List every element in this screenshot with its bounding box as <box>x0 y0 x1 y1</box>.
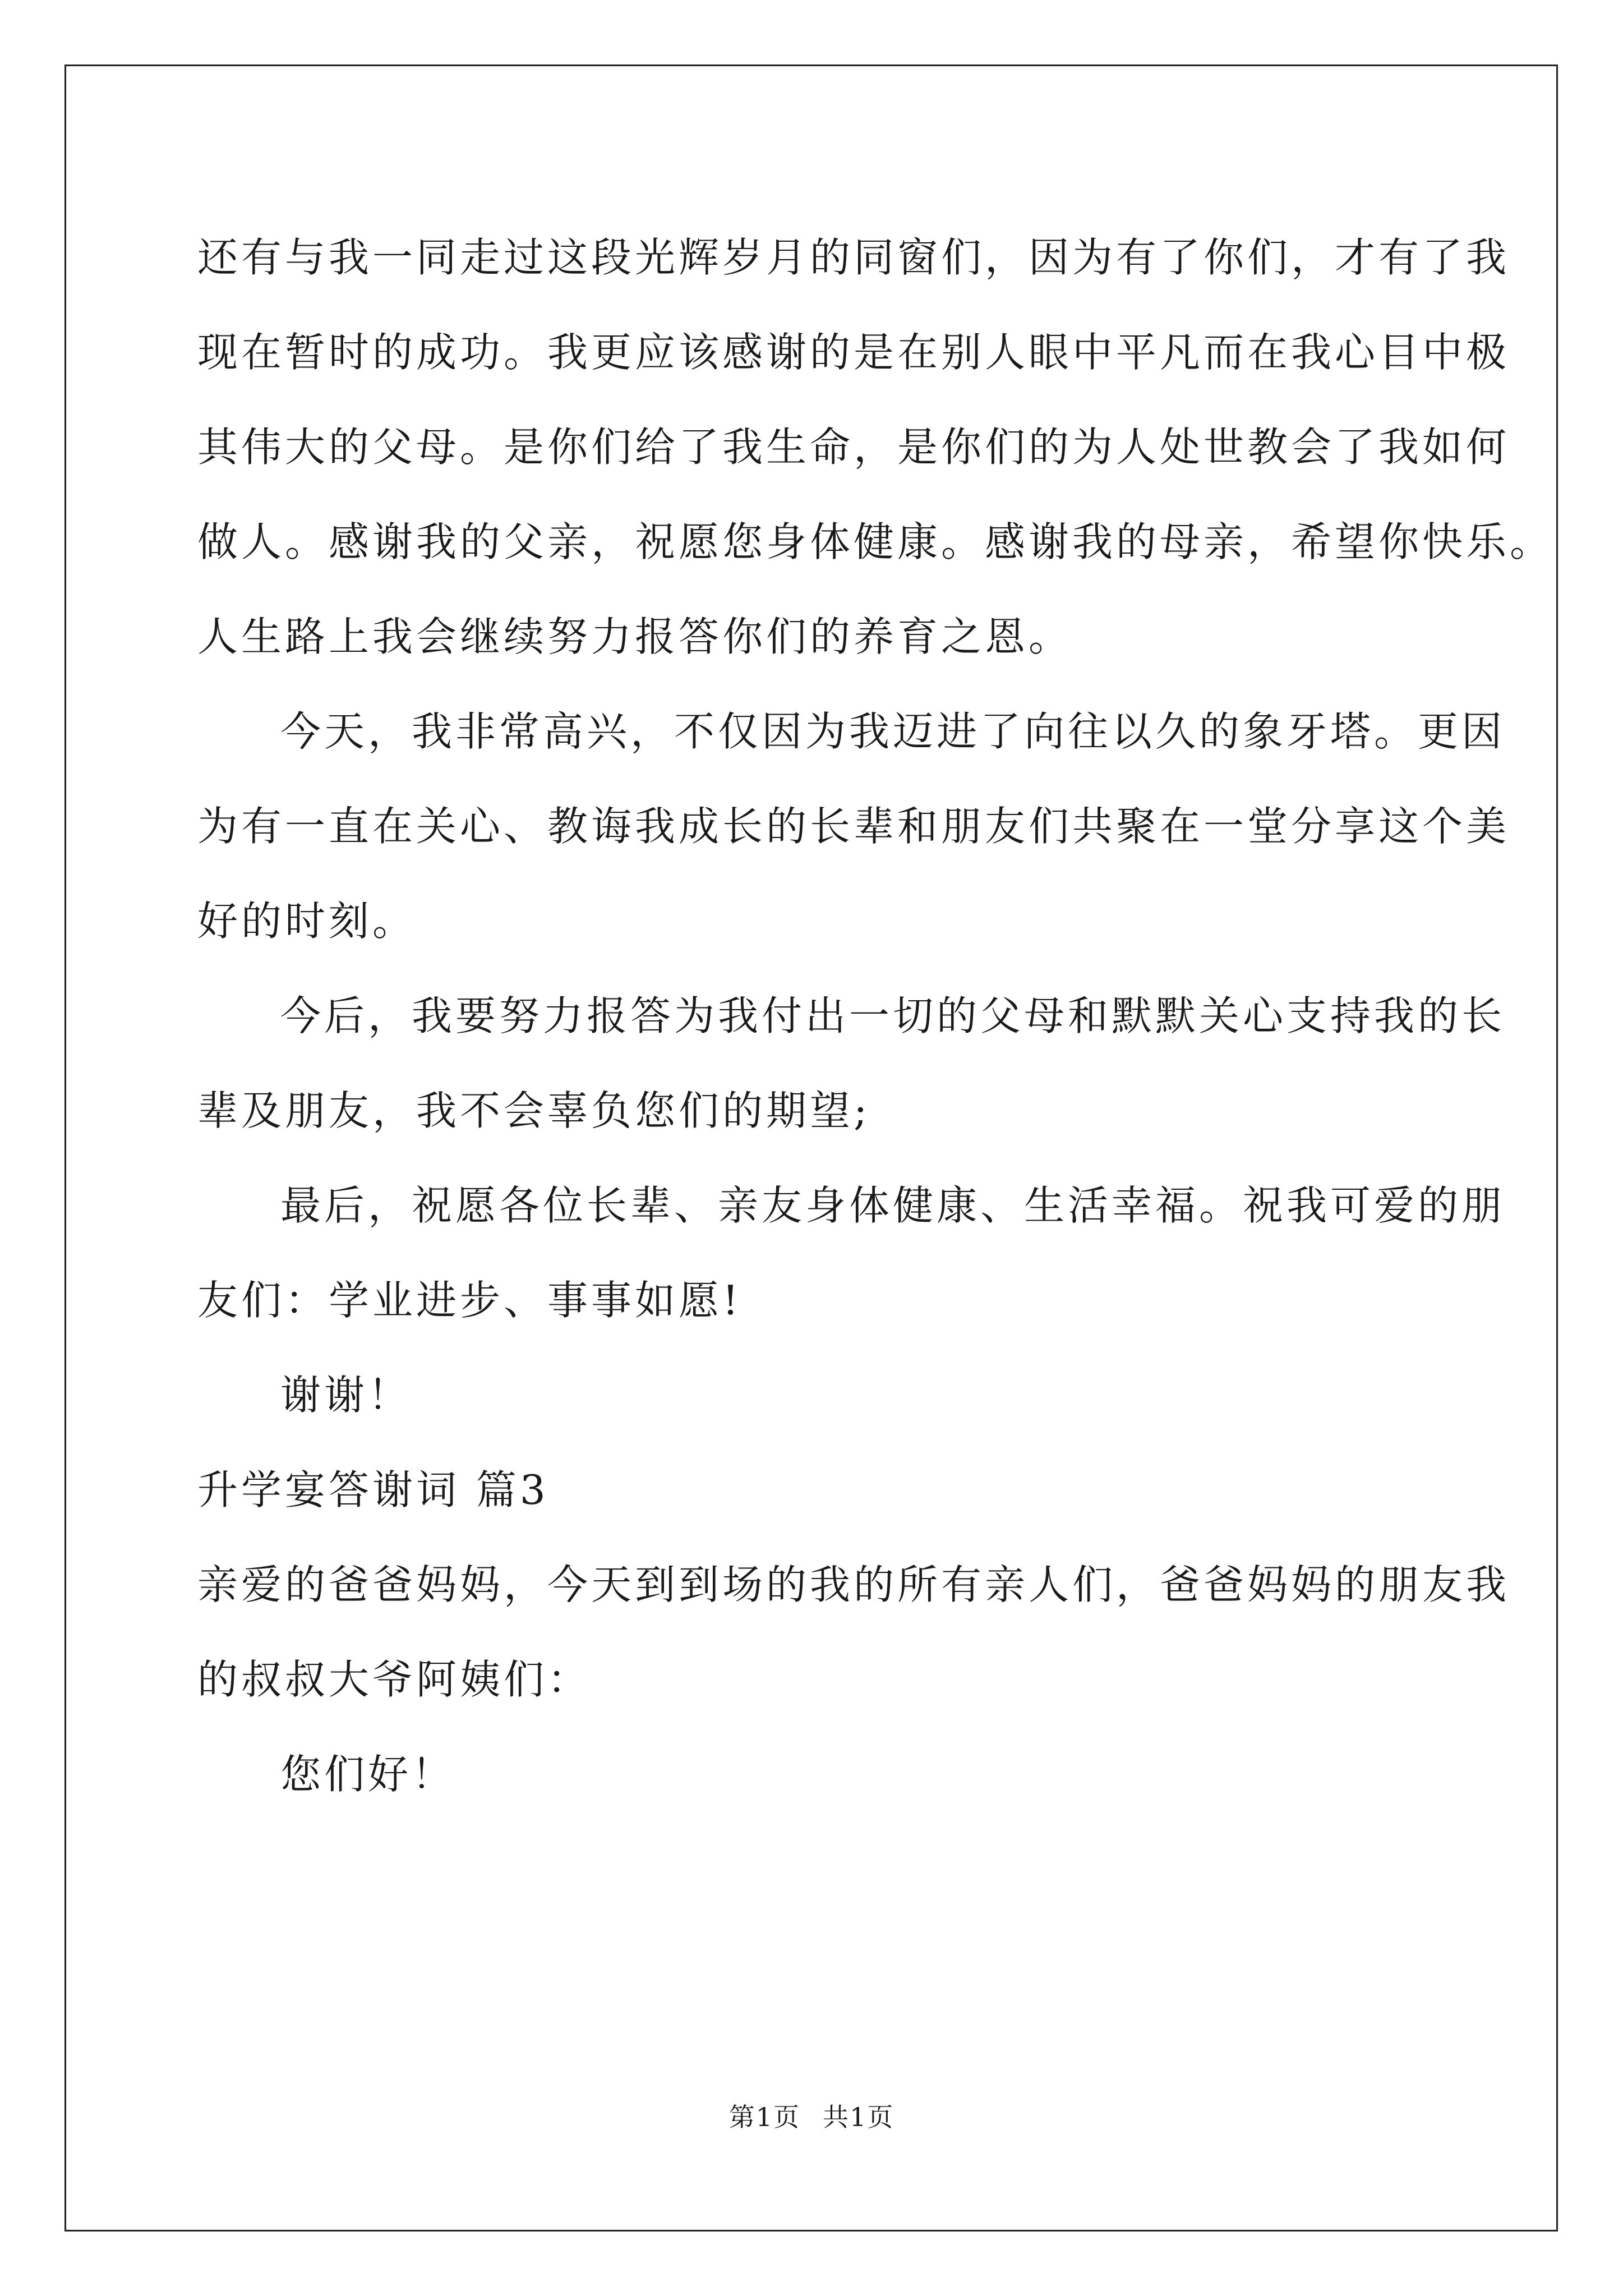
text-line: 做人。感谢我的父亲，祝愿您身体健康。感谢我的母亲，希望你快乐。 <box>197 518 1554 565</box>
text-line: 好的时刻。 <box>197 898 417 945</box>
paragraph-start-line: 今天，我非常高兴，不仅因为我迈进了向往以久的象牙塔。更因 <box>280 708 1506 755</box>
text-line: 友们：学业进步、事事如愿! <box>197 1277 742 1324</box>
text-line: 辈及朋友，我不会辜负您们的期望; <box>197 1087 871 1134</box>
text-line: 其伟大的父母。是你们给了我生命，是你们的为人处世教会了我如何 <box>197 424 1510 471</box>
paragraph-start-line: 最后，祝愿各位长辈、亲友身体健康、生活幸福。祝我可爱的朋 <box>280 1182 1506 1229</box>
paragraph-start-line: 今后，我要努力报答为我付出一切的父母和默默关心支持我的长 <box>280 992 1506 1039</box>
text-line: 亲爱的爸爸妈妈，今天到到场的我的所有亲人们，爸爸妈妈的朋友我 <box>197 1561 1510 1608</box>
greeting-line: 您们好！ <box>280 1751 456 1798</box>
thanks-line: 谢谢！ <box>280 1372 412 1419</box>
text-line: 为有一直在关心、教诲我成长的长辈和朋友们共聚在一堂分享这个美 <box>197 803 1510 850</box>
page-number-current: 第1页 <box>728 2102 800 2132</box>
page-number-total: 共1页 <box>823 2102 895 2132</box>
document-body <box>197 210 1554 1822</box>
page-footer <box>0 2097 1623 2134</box>
section-heading: 升学宴答谢词 篇3 <box>197 1466 549 1513</box>
text-line: 人生路上我会继续努力报答你们的养育之恩。 <box>197 613 1073 660</box>
text-line: 的叔叔大爷阿姨们： <box>197 1656 592 1703</box>
text-line: 现在暂时的成功。我更应该感谢的是在别人眼中平凡而在我心目中极 <box>197 329 1510 376</box>
text-line: 还有与我一同走过这段光辉岁月的同窗们，因为有了你们，才有了我 <box>197 234 1510 281</box>
